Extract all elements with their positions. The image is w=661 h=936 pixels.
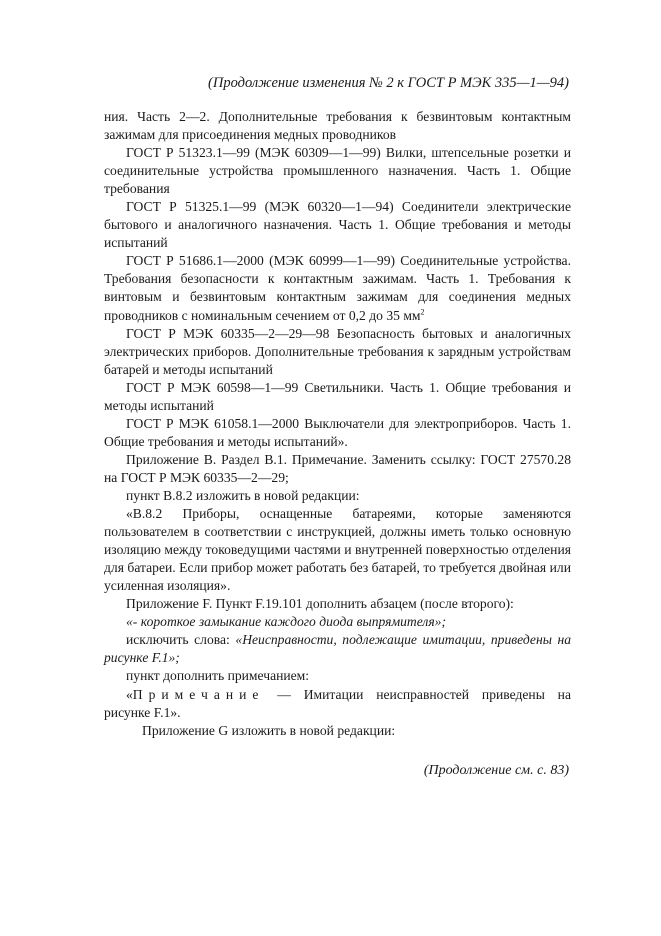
- document-body: [104, 108, 571, 740]
- note-label: Примечание: [132, 686, 265, 702]
- paragraph-appendix-b: Приложение В. Раздел В.1. Примечание. Заменить ссылку: ГОСТ 27570.28 на ГОСТ Р МЭК 60335—2—29;: [104, 451, 571, 485]
- paragraph-gost-51686: [104, 252, 571, 324]
- note-open-quote: «: [126, 686, 133, 702]
- paragraph-add-note: пункт дополнить примечанием:: [126, 668, 310, 684]
- paragraph-clause-b82-intro: пункт В.8.2 изложить в новой редакции:: [126, 487, 360, 503]
- superscript-unit: 2: [420, 306, 425, 316]
- paragraph-exclude-words: [104, 631, 571, 667]
- running-header: (Продолжение изменения № 2 к ГОСТ Р МЭК 335—1—94): [208, 75, 569, 91]
- note-text: — Имитации неисправностей приведены на рисунке F.1».: [104, 686, 571, 720]
- exclude-words-quote: «Неисправности, подлежащие имитации, приведены на рисунке F.1»;: [104, 632, 572, 666]
- continuation-footer: (Продолжение см. с. 83): [423, 763, 569, 778]
- paragraph-gost-61058: ГОСТ Р МЭК 61058.1—2000 Выключатели для электроприборов. Часть 1. Общие требования и методы испытаний».: [104, 415, 571, 449]
- exclude-words-lead: исключить слова:: [126, 632, 236, 648]
- paragraph-gost-51323: ГОСТ Р 51323.1—99 (МЭК 60309—1—99) Вилки, штепсельные розетки и соединительные устройства промышленного назначения. Часть 1. Общие требования: [104, 145, 571, 197]
- paragraph-gost-51686-text: ГОСТ Р 51686.1—2000 (МЭК 60999—1—99) Соединительные устройства. Требования безопасности к контактным зажимам. Часть 1. Требования к винтовым и безвинтовым контактным зажимам для соединения медных проводников с номинальным сечением от 0,2 до 35 мм: [104, 253, 571, 323]
- paragraph-continuation: ния. Часть 2—2. Дополнительные требования к безвинтовым контактным зажимам для присоединения медных проводников: [104, 109, 571, 143]
- paragraph-gost-60598: ГОСТ Р МЭК 60598—1—99 Светильники. Часть 1. Общие требования и методы испытаний: [104, 379, 571, 413]
- paragraph-appendix-f: Приложение F. Пункт F.19.101 дополнить абзацем (после второго):: [126, 596, 514, 612]
- paragraph-clause-b82: «В.8.2 Приборы, оснащенные батареями, которые заменяются пользователем в соответствии с инструкцией, должны иметь только основную изоляцию между токоведущими частями и внутренней поверхностью отделения для батареи. Если прибор может работать без батарей, то требуется двойная или усиленная изоляция».: [104, 506, 571, 594]
- paragraph-diode-short: «- короткое замыкание каждого диода выпрямителя»;: [126, 614, 447, 630]
- paragraph-gost-51325: ГОСТ Р 51325.1—99 (МЭК 60320—1—94) Соединители электрические бытового и аналогичного назначения. Часть 1. Общие требования и методы испытаний: [104, 199, 571, 251]
- paragraph-gost-60335: ГОСТ Р МЭК 60335—2—29—98 Безопасность бытовых и аналогичных электрических приборов. Дополнительные требования к зарядным устройствам батарей и методы испытаний: [104, 325, 571, 377]
- paragraph-note: [104, 686, 571, 722]
- paragraph-appendix-g: Приложение G изложить в новой редакции:: [142, 722, 396, 738]
